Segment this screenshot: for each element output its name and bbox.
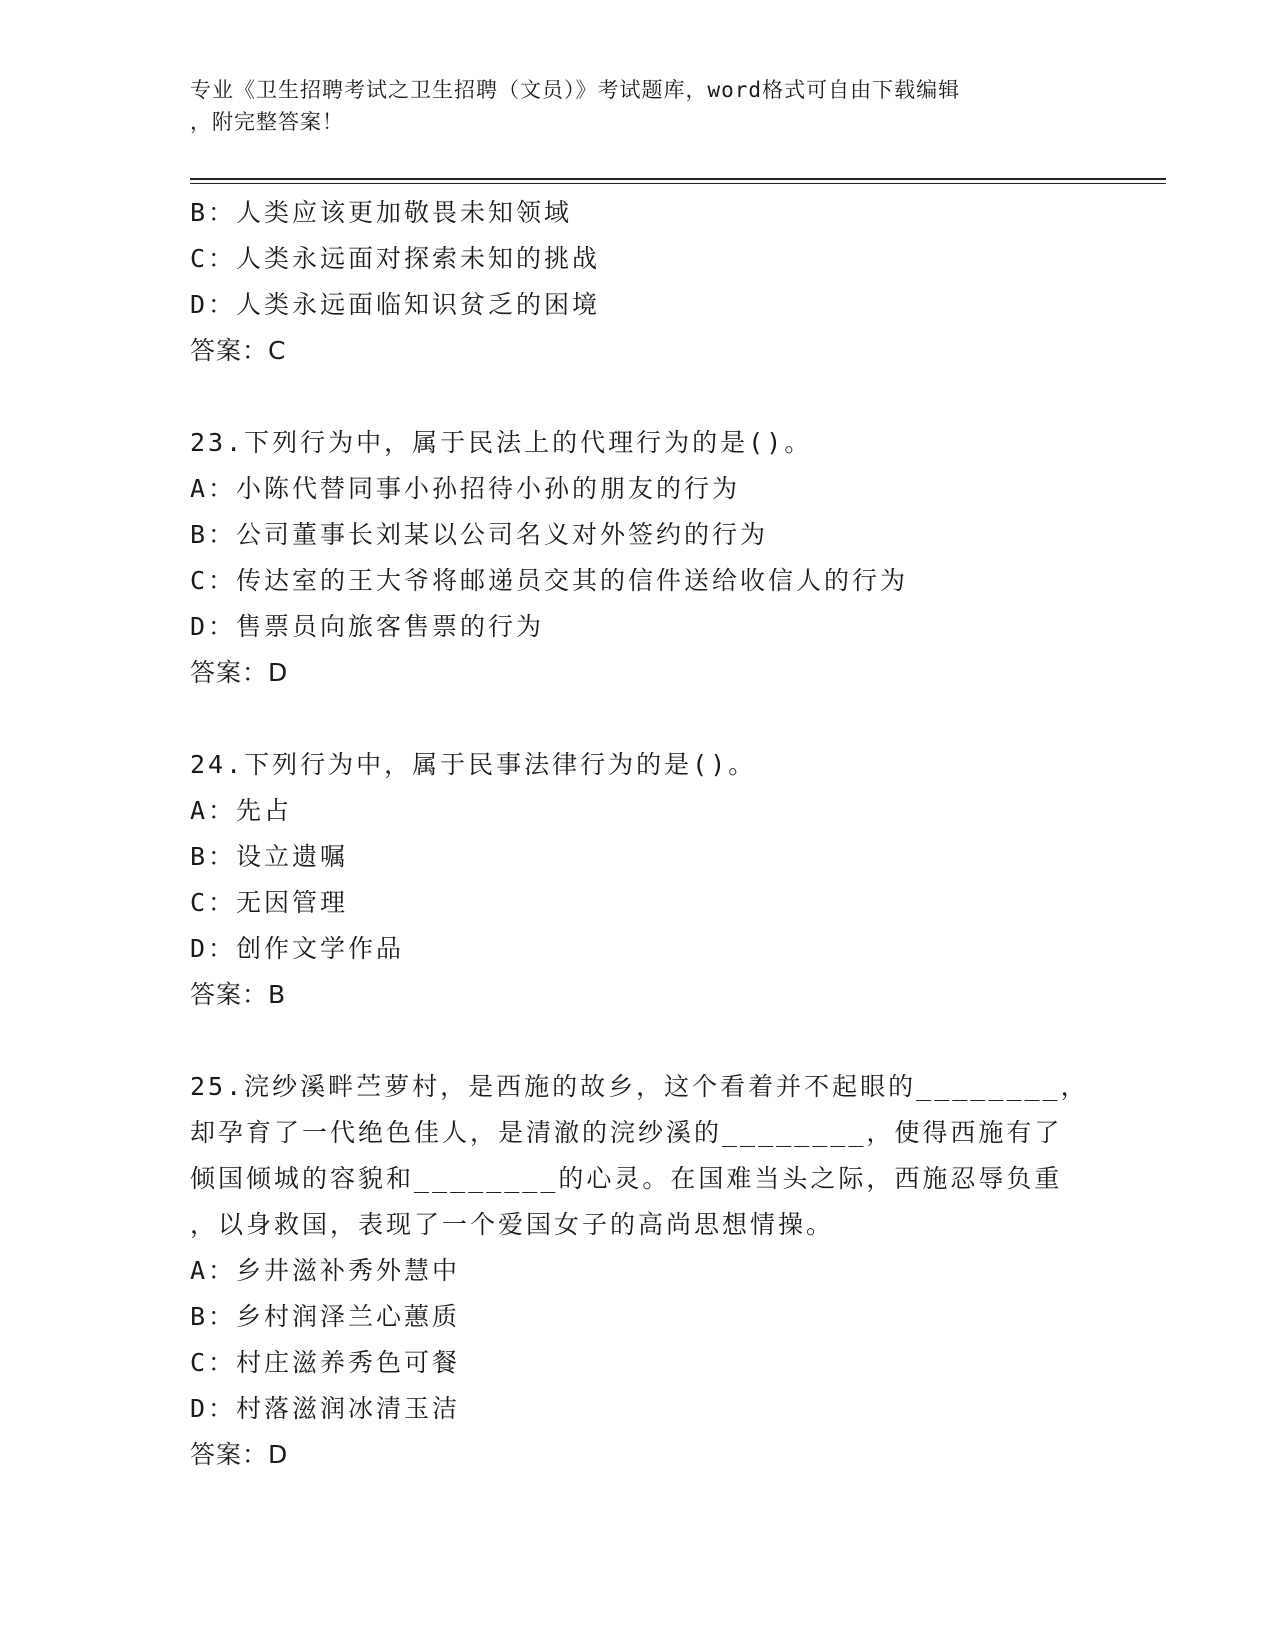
question-list: [190, 190, 1090, 1478]
question-22-tail: [190, 190, 1090, 374]
header-rule-thick: [190, 178, 1166, 180]
spacer: [190, 374, 1090, 420]
question-stem: 23.下列行为中，属于民法上的代理行为的是()。: [190, 428, 813, 457]
option-d: D：售票员向旅客售票的行为: [190, 612, 545, 641]
header-line-1: 专业《卫生招聘考试之卫生招聘（文员）》考试题库，word格式可自由下载编辑: [190, 78, 961, 102]
option-a: A：小陈代替同事小孙招待小孙的朋友的行为: [190, 474, 741, 503]
option-b: B：人类应该更加敬畏未知领域: [190, 198, 573, 227]
option-c: C：传达室的王大爷将邮递员交其的信件送给收信人的行为: [190, 566, 909, 595]
option-a: A：乡井滋补秀外慧中: [190, 1256, 461, 1285]
answer-line: 答案：B: [190, 980, 287, 1009]
option-a: A：先占: [190, 796, 293, 825]
option-d: D：创作文学作品: [190, 934, 405, 963]
option-d: D：村落滋润冰清玉洁: [190, 1394, 461, 1423]
header-rule-thin: [190, 183, 1166, 184]
spacer: [190, 1018, 1090, 1064]
spacer: [190, 696, 1090, 742]
question-stem-line: ，以身救国，表现了一个爱国女子的高尚思想情操。: [190, 1210, 835, 1239]
option-b: B：设立遗嘱: [190, 842, 349, 871]
header-line-2: ，附完整答案！: [190, 110, 344, 134]
question-24: [190, 742, 1090, 1018]
question-stem-line: 却孕育了一代绝色佳人，是清澈的浣纱溪的________，使得西施有了: [190, 1118, 1063, 1147]
option-d: D：人类永远面临知识贫乏的困境: [190, 290, 601, 319]
answer-line: 答案：D: [190, 658, 289, 687]
option-b: B：乡村润泽兰心蕙质: [190, 1302, 461, 1331]
option-c: C：人类永远面对探索未知的挑战: [190, 244, 601, 273]
option-b: B：公司董事长刘某以公司名义对外签约的行为: [190, 520, 769, 549]
option-c: C：村庄滋养秀色可餐: [190, 1348, 461, 1377]
question-stem-line: 25.浣纱溪畔苎萝村，是西施的故乡，这个看着并不起眼的________，: [190, 1072, 1089, 1101]
option-c: C：无因管理: [190, 888, 349, 917]
answer-line: 答案：D: [190, 1440, 289, 1469]
answer-line: 答案：C: [190, 336, 287, 365]
question-stem: 24.下列行为中，属于民事法律行为的是()。: [190, 750, 757, 779]
question-stem-line: 倾国倾城的容貌和________的心灵。在国难当头之际，西施忍辱负重: [190, 1164, 1063, 1193]
question-25: [190, 1064, 1090, 1478]
question-23: [190, 420, 1090, 696]
document-header: [190, 74, 1090, 138]
